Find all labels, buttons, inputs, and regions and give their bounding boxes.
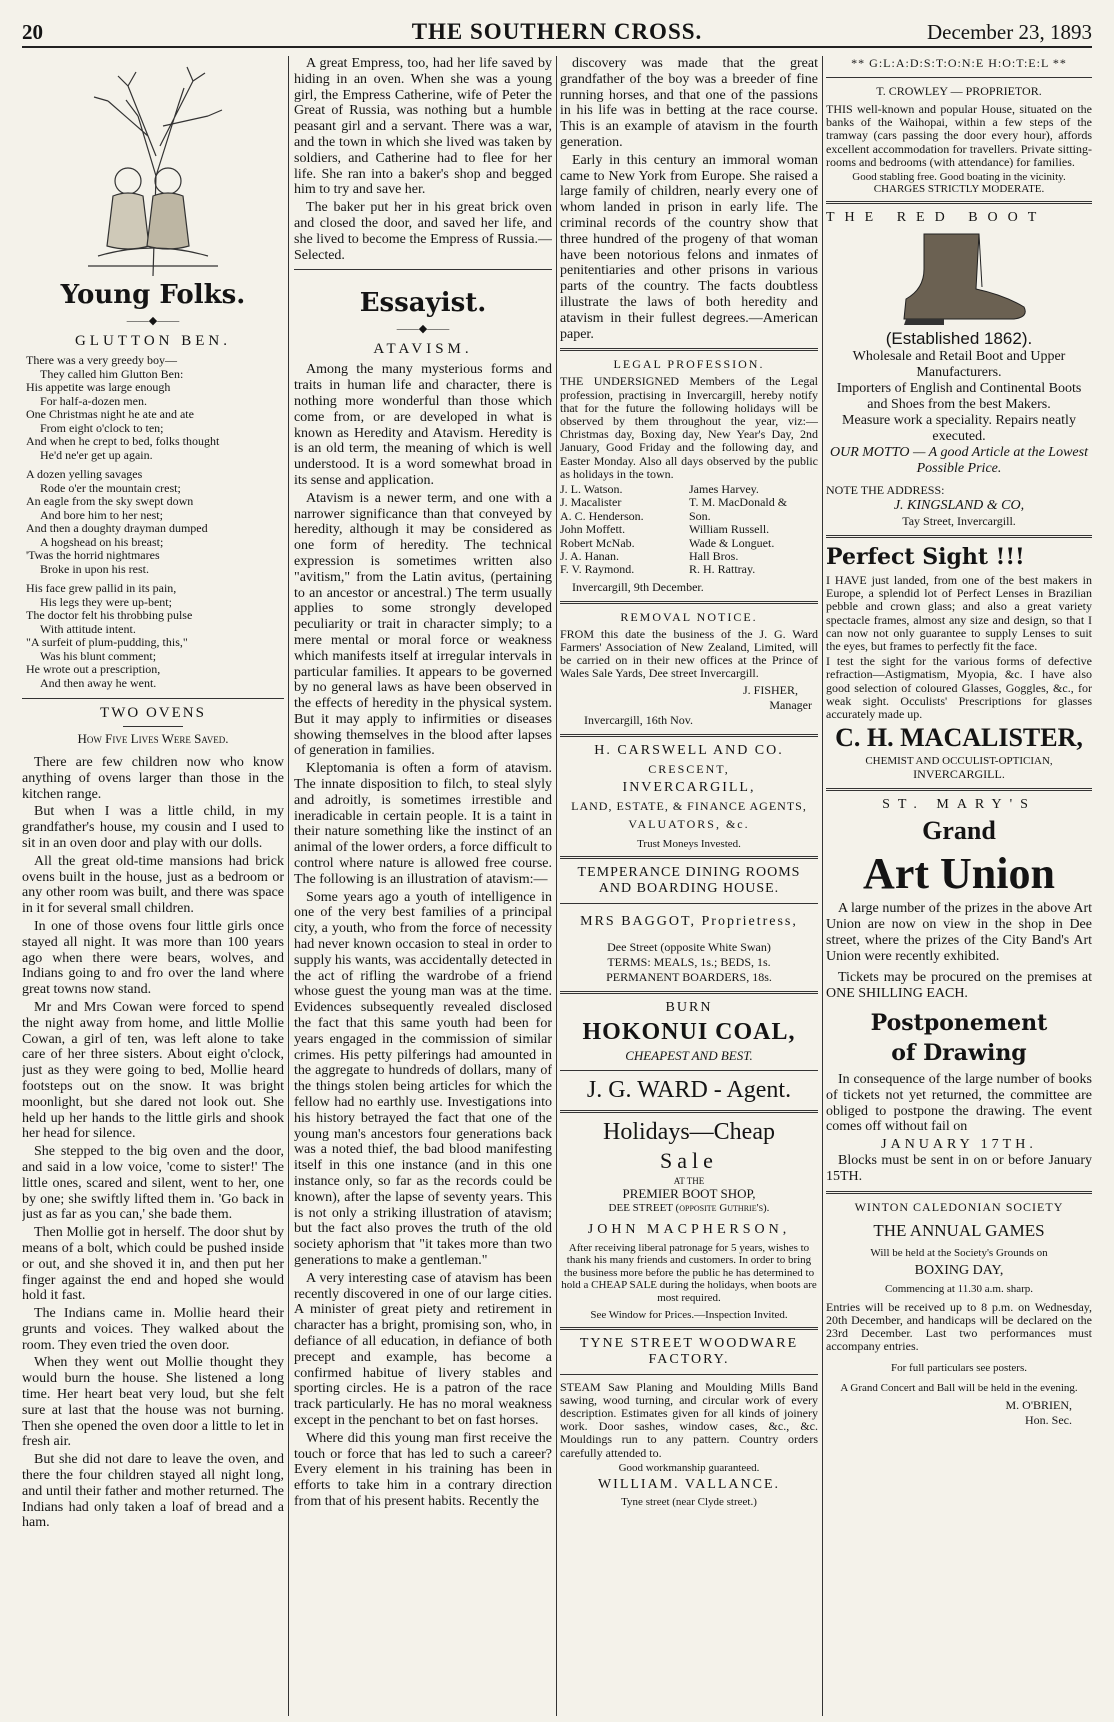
legal-notice: THE UNDERSIGNED Members of the Legal profession, practising in Invercargill, hereby notify that for the future the following holidays will be observed by them throughout the year, viz:— Christmas day, Boxing day, New Year's Day, 2nd January, Good Friday and the following day, and Easter Monday. Also all days observed by the public as holidays in the town. J. L. Watson. J. Macalister A. C. Henderson. John Moffett. Robert McNab. J. A. Hanan. F. V. Raymond. James Harvey. T. M. MacDonald & Son. William Russell. Wade & Longuet. Hall Bros. R. H. Rattray. Invercargill, 9th December.: [560, 374, 818, 594]
divider: [826, 77, 1092, 78]
column-divider: [288, 56, 289, 1716]
legal-names-left: J. L. Watson. J. Macalister A. C. Henderson. John Moffett. Robert McNab. J. A. Hanan. F. V. Raymond.: [560, 481, 644, 577]
story-paragraph: In one of those ovens four little girls once stayed all night. It was more than 100 years ago when there were bears, wolves, and Indians going to and fro over the land where great towns now stand.: [22, 918, 284, 998]
divider: [826, 1191, 1092, 1194]
column-1: [22, 56, 284, 1716]
essay-paragraph: Where did this young man first receive the touch or force that has led to such a career? Every element in his training has been in efforts to take him in a contrary direction from that of his present habits. Recently the: [294, 1430, 552, 1509]
carswell-name: H. CARSWELL AND CO.: [594, 742, 784, 758]
essay-paragraph: Some years ago a youth of intelligence in one of the very best families of a principal city, a youth, who from the force of necessity had never known occasion to steal in order to supply his wants, was accidentally detected in the act of rifling the wardrobe of a friend whose guest the young man was at the time. Evidences subsequently revealed disclosed the fact that this same youth had been for years engaged in the commission of similar crimes. His petty pilferings had amounted in the aggregate to hundreds of dollars, many of the things stolen being articles for which the fellow had no earthly use. Investigations into his history betrayed the fact that one of the young man's ancestors four generations back was a noted thief, the bad blood manifesting itself in this one instance (and in this one instance only, so far as the records could be known), after the lapse of seventy years. This is not only a striking illustration of atavism; but the fact also proves the truth of the old society aphorism that "it takes more than two generations to make a gentleman.": [294, 889, 552, 1268]
divider: [560, 991, 818, 994]
story-paragraph: Mr and Mrs Cowan were forced to spend the night away from home, and little Mollie Cowan, a girl of ten, was left alone to take care of her three sisters. About eight o'clock, just as they were going to bed, Mollie heard footsteps out on the snow. It was bright moonlight, but she dared not look out. She held up her hands to the little girls and shook her head for silence.: [22, 999, 284, 1142]
essay-paragraph: Atavism is a newer term, and one with a narrower significance than that conveyed by heredity, although it may be considered as one form of heredity. The technical expression is sometimes written also "avitism," from the Latin avitus, (pertaining to an ancestor or ancestral.) The term usually applies to some strongly developed peculiarity or trait in character simply; to a mere mental or moral force or weakness which manifests itself at irregular intervals in particular families. It appears to be governed by no general laws as have been observed in the effects of heredity in the physical system. But it may apply to infirmities or diseases showing themselves in the blood after lapses of generation in families.: [294, 490, 552, 759]
page-number: 20: [22, 20, 43, 44]
article-paragraph: Early in this century an immoral woman came to New York from Europe. She raised a large family of children, nearly every one of whom landed in prison in early life. The criminal records of the country show that three hundred of the progeny of that woman have been notorious felons and inmates of penitentiaries and other prisons in various parts of the country. The facts doubtless illustrate the laws of both heredity and atavism in their fullest degrees.—American paper.: [560, 152, 818, 342]
removal-notice: FROM this date the business of the J. G. Ward Farmers' Association of New Zealand, Limited, will be carried on in their new offices at the Prince of Wales Sale Yards, Dee street Invercargill. J. FISHER, Manager Invercargill, 16th Nov.: [560, 626, 818, 727]
story-paragraph: There are few children now who know anything of ovens larger than those in the kitchen range.: [22, 755, 284, 802]
ward-agent: J. G. WARD - Agent.: [586, 1076, 792, 1103]
ornament: ——◆——: [396, 323, 450, 336]
hokonui-coal: HOKONUI COAL,: [582, 1018, 796, 1045]
column-2: [294, 56, 552, 1716]
story-paragraph: When they went out Mollie thought they would burn the house. She listened a long time. Her heart beat very loud, but she felt sure at last that the house was not burning. Then she opened the oven door a little to let in fresh air.: [22, 1355, 284, 1450]
boot-illustration: [884, 229, 1034, 329]
divider: [22, 698, 284, 699]
masthead: [22, 16, 1092, 48]
divider: [560, 601, 818, 604]
column-divider: [822, 56, 823, 1716]
article-paragraph: A great Empress, too, had her life saved by hiding in an oven. When she was a young girl, the Empress Catherine, wife of Peter the Great of Russia, was nothing but a humble peasant girl and a servant. There was a war, and the town in which she lived was taken by soldiers, and Catherine had to flee for her life. She ran into a baker's shop and begged him to try and save her.: [294, 56, 552, 198]
divider: [560, 348, 818, 351]
tyne-title: TYNE STREET WOODWARE FACTORY.: [579, 1335, 799, 1367]
poem-glutton-ben: There was a very greedy boy— They called him Glutton Ben: His appetite was large enough For half-a-dozen men. One Christmas night he ate and ate From eight o'clock to ten; And when he crept to bed, folks thought He'd ne'er get up again. A dozen yelling savages Rode o'er the mountain crest; An eagle from the sky swept down And bore him to her nest; And then a doughty drayman dumped A hogshead on his breast; 'Twas the horrid nightmares Broke in upon his rest. His face grew pallid in its pain, His legs they were up-bent; The doctor felt his throbbing pulse With attitude intent. "A surfeit of plum-pudding, this," Was his blunt comment; He wrote out a prescription, And then away he went.: [26, 353, 220, 690]
legal-names-right: James Harvey. T. M. MacDonald & Son. William Russell. Wade & Longuet. Hall Bros. R. H. Rattray.: [689, 481, 788, 577]
story-title: TWO OVENS: [100, 705, 206, 721]
poem-title: GLUTTON BEN.: [74, 333, 232, 349]
ornament: ——◆——: [126, 315, 180, 327]
divider: [123, 726, 183, 727]
divider: [560, 1327, 818, 1330]
removal-title: REMOVAL NOTICE.: [620, 609, 758, 624]
story-paragraph: Then Mollie got in herself. The door shut by means of a bolt, which could be pushed inside or out, and she shoved it in, and then put her finger against the end and hoped she would hold it fast.: [22, 1225, 284, 1304]
divider: [826, 535, 1092, 538]
column-divider: [556, 56, 557, 1716]
divider: [560, 903, 818, 904]
story-paragraph: She stepped to the big oven and the door, and said in a low voice, 'come to sister!' The little ones, scared and silent, went to her, one by one; she swiftly lifted them in. 'Go back in just as far as you can,' she bade them.: [22, 1144, 284, 1223]
legal-title: LEGAL PROFESSION.: [613, 357, 765, 372]
divider: [826, 201, 1092, 204]
essay-paragraph: A very interesting case of atavism has been recently discovered in one of our large cities. A minister of great piety and retirement in character has a bright, promising son, who, in defiance of all education, in defiance of both precept and example, has become a confirmed habitue of livery stables and sporting circles. He is a patron of the race track particularly. He has no moral weakness except in the penchant to bet on fast horses.: [294, 1270, 552, 1428]
section-heading-essayist: Essayist.: [359, 288, 487, 319]
column-3: discovery was made that the great grandfather of the boy was a breeder of fine running horses, and that one of the passions in his life was in betting at the race course. This is an example of atavism in the fourth generation. Early in this century an immoral woman came to New York from Europe. She raised a large family of children, nearly every one of whom landed in prison in early life. The criminal records of the country show that three hundred of the progeny of that woman have been notorious felons and inmates of penitentiaries and other prisons in various parts of the country. The facts doubtless illustrate the laws of both heredity and atavism in their fullest degrees.—American paper. LEGAL PROFESSION. THE UNDERSIGNED Members of the Legal profession, practising in Invercargill, hereby notify that for the future the following holidays will be observed by them throughout the year, viz:— Christmas day, Boxing day, New Year's Day, 2nd January, Good Friday and the following day, and Easter Monday. Also all days observed by the public as holidays in the town. J. L. Watson. J. Macalister A. C. Henderson. John Moffett. Robert McNab. J. A. Hanan. F. V. Raymond. James Harvey. T. M. MacDonald & Son. William Russell. Wade & Longuet. Hall Bros. R. H. Rattray. Invercargill, 9th December. REMOVAL NOTICE. FROM this date the business of the J. G. Ward Farmers' Association of New Zealand, Limited, will be carried on in their new offices at the Prince of Wales Sale Yards, Dee street Invercargill. J. FISHER, Manager Invercargill, 16th Nov. H. CARSWELL AND CO. CRESCENT, INVERCARGILL, LAND, ESTATE, & FINANCE AGENTS, VALUATORS, &c. Trust Moneys Invested. TEMPERANCE DINING ROOMS AND BOARDING HOUSE. MRS BAGGOT, Proprietress, Dee Street (opposite White Swan) TERMS: MEALS, 1s.; BEDS, 1s. PERMANENT BOARDERS, 18s. BURN HOKONUI COAL, CHEAPEST AND BEST. J. G. WARD - Agent. Holidays—Cheap Sale AT THE PREMIER BOOT SHOP, DEE STREET (opposite Guthrie's). JOHN MACPHERSON, After receiving liberal patronage for 5 years, wishes to thank his many friends and customers. In order to bring the business more before the public he has determined to hold a CHEAP SALE during the holidays, when boots are most required. See Window for Prices.—Inspection Invited. TYNE STREET WOODWARE FACTORY. STEAM Saw Planing and Moulding Mills Band sawing, wood turning, and circular work of every description. Estimates given for all kinds of joinery work. Door sashes, window cases, &c., &c. Mouldings run to any pattern. Country orders carefully attended to. Good workmanship guaranteed. WILLIAM. VALLANCE. Tyne street (near Clyde street.): [560, 56, 818, 1508]
perfect-sight-title: Perfect Sight !!!: [826, 544, 1025, 571]
section-heading-young-folks: Young Folks.: [60, 280, 246, 310]
story-paragraph: But when I was a little child, in my grandfather's house, my cousin and I used to sit in an oven door and play with our dolls.: [22, 804, 284, 851]
divider: [560, 1070, 818, 1071]
gladstone-hotel: ** G:L:A:D:S:T:O:N:E H:O:T:E:L **: [851, 56, 1067, 70]
children-tree-illustration: [68, 56, 238, 276]
art-union-title: Art Union: [863, 849, 1055, 899]
divider: [560, 1110, 818, 1113]
article-paragraph: discovery was made that the great grandfather of the boy was a breeder of fine running horses, and that one of the passions in his life was in betting at the race course. This is an example of atavism in the fourth generation.: [560, 56, 818, 150]
divider: [560, 856, 818, 859]
story-paragraph: But she did not dare to leave the oven, and there the four children stayed all night long, and until their father and mother returned. The Indians had only taken a loaf of bread and a ham.: [22, 1452, 284, 1531]
story-subtitle: How Five Lives Were Saved.: [77, 731, 229, 746]
essay-paragraph: Among the many mysterious forms and traits in human life and character, there is nothing more wonderful than those which come from, or are developed in what is known as Heredity and Atavism. Heredity is is an old term, the meaning of which is well understood. It is a word somewhat broad in its sense and application.: [294, 362, 552, 488]
red-boot-title: THE RED BOOT: [826, 210, 1047, 226]
column-4: ** G:L:A:D:S:T:O:N:E H:O:T:E:L ** T. CROWLEY — PROPRIETOR. THIS well-known and popular House, situated on the banks of the Waihopai, within a few steps of the tramway (cars passing the door every hour), affords excellent accommodation for travellers. Private sitting-rooms and bedrooms (with attendance) for families. Good stabling free. Good boating in the vicinity. CHARGES STRICTLY MODERATE. THE RED BOOT (Established 1862). Wholesale and Retail Boot and Upper Manufacturers. Importers of English and Continental Boots and Shoes from the best Makers. Measure work a speciality. Repairs neatly executed. OUR MOTTO — A good Article at the Lowest Possible Price. NOTE THE ADDRESS: J. KINGSLAND & CO, Tay Street, Invercargill. Perfect Sight !!! I HAVE just landed, from one of the best makers in Europe, a splendid lot of Perfect Lenses in Brazilian pebble and crown glass; and also a great variety spectacle frames, almost any size and design, so that I can now not only guarantee to supply Lenses to suit the eyes, but frames to perfectly fit the face. I test the sight for the various forms of defective refraction—Astigmatism, Myopia, &c. I have also good selection of coloured Glasses, Goggles, &c., for weak sight. Occulists' Prescriptions for glasses accurately made up. C. H. MACALISTER, CHEMIST AND OCCULIST-OPTICIAN, INVERCARGILL. ST. MARY'S Grand Art Union A large number of the prizes in the above Art Union are now on view in the shop in Dee street, where the prizes of the City Band's Art Union were recently exhibited. Tickets may be procured on the premises at ONE SHILLING EACH. Postponement of Drawing In consequence of the large number of books of tickets not yet returned, the committee are obliged to postpone the drawing. The event comes off without fail on JANUARY 17TH. Blocks must be sent in on or before January 15TH. WINTON CALEDONIAN SOCIETY THE ANNUAL GAMES Will be held at the Society's Grounds on BOXING DAY, Commencing at 11.30 a.m. sharp. Entries will be received up to 8 p.m. on Wednesday, 20th December, and handicaps will be declared on the 23rd December. Last two performances must accompany entries. For full particulars see posters. A Grand Concert and Ball will be held in the evening. M. O'BRIEN, Hon. Sec.: [826, 56, 1092, 1427]
divider: [560, 1374, 818, 1375]
winton-title: WINTON CALEDONIAN SOCIETY: [854, 1199, 1064, 1214]
issue-date: December 23, 1893: [926, 20, 1092, 44]
essay-title: ATAVISM.: [373, 341, 473, 358]
newspaper-title: THE SOUTHERN CROSS.: [411, 19, 703, 44]
essay-paragraph: Kleptomania is often a form of atavism. The innate disposition to filch, to steal slyly and adroitly, is sometimes irrestible and ineradicable in certain people. It is a taint in their nature something like the instinct of an animal of the lower orders, a force difficult to control where nature is allowed free course. The following is an illustration of atavism:—: [294, 761, 552, 887]
divider: [826, 788, 1092, 791]
divider: [560, 734, 818, 737]
story-paragraph: The Indians came in. Mollie heard their grunts and voices. They walked about the room. They even tried the oven door.: [22, 1306, 284, 1353]
article-paragraph: The baker put her in his great brick oven and closed the door, and saved her life, and she lived to become the Empress of Russia.—Selected.: [294, 200, 552, 263]
divider: [294, 269, 552, 270]
story-paragraph: All the great old-time mansions had brick ovens built in the house, just as a bedroom or any other room was built, and there was space in it for several small children.: [22, 853, 284, 917]
temperance-title: TEMPERANCE DINING ROOMS AND BOARDING HOUSE.: [577, 864, 801, 896]
